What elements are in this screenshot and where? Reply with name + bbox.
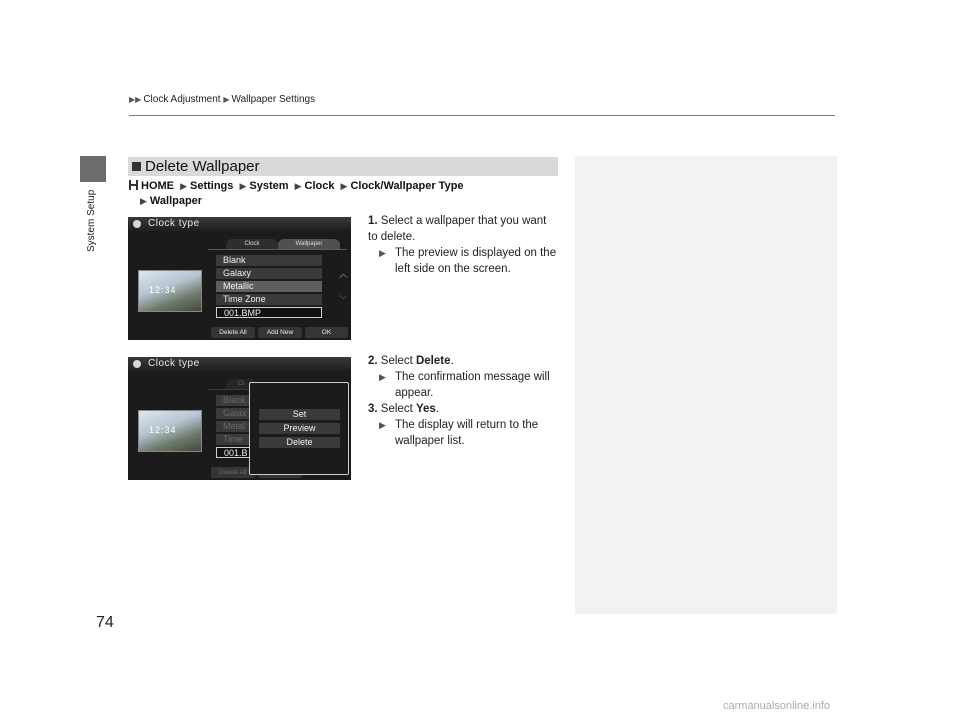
screen-header [128, 357, 351, 371]
navigation-path: HOME ▶ Settings ▶ System ▶ Clock ▶ Clock/Wallpaper Type [129, 180, 464, 192]
wallpaper-preview: 12:34 [138, 410, 202, 452]
screen-title: Clock type [148, 218, 200, 229]
section-heading [128, 157, 558, 176]
step-1: 1. Select a wallpaper that you want to delete. ▶ The preview is displayed on the left side on the screen. [368, 215, 557, 275]
section-title: Delete Wallpaper [145, 158, 260, 175]
screen-header [128, 217, 351, 231]
tab-clock[interactable]: Clock [226, 239, 278, 249]
options-popup [249, 382, 349, 475]
arrow-icon: ▶ [239, 181, 247, 191]
arrow-icon: ▶ [379, 248, 386, 258]
list-item-file[interactable]: 001.B [216, 447, 322, 458]
list-item[interactable]: Blank [216, 395, 322, 406]
arrow-icon: ▶ [140, 196, 147, 206]
list-item[interactable]: Time [216, 434, 322, 445]
add-new-button[interactable]: Add New [258, 327, 302, 338]
arrow-icon: ▶ [340, 181, 348, 191]
preview-button[interactable]: Preview [259, 423, 340, 434]
breadcrumb-item: Clock Adjustment [143, 94, 221, 105]
page-number: 74 [96, 614, 114, 631]
chapter-side-label: System Setup [86, 189, 97, 252]
list-item-selected[interactable]: Metallic [216, 281, 322, 292]
watermark: carmanualsonline.info [723, 700, 831, 712]
square-bullet-icon [132, 162, 141, 171]
list-item[interactable]: Metal [216, 421, 322, 432]
list-item-file[interactable]: 001.BMP [216, 307, 322, 318]
arrow-icon: ▶ [379, 372, 386, 382]
back-dot-icon [133, 220, 141, 228]
list-item[interactable]: Blank [216, 255, 322, 266]
wallpaper-preview: 12:34 [138, 270, 202, 312]
tab-underline [208, 249, 347, 250]
set-button[interactable]: Set [259, 409, 340, 420]
ok-button[interactable]: OK [305, 327, 348, 338]
list-item[interactable]: Time Zone [216, 294, 322, 305]
back-dot-icon [133, 360, 141, 368]
screen-title: Clock type [148, 358, 200, 369]
scroll-down-icon[interactable]: ﹀ [339, 295, 349, 305]
step-2: 2. Select Delete. ▶ The confirmation message will appear. [368, 355, 550, 399]
tab-clock[interactable]: Cl [226, 379, 256, 389]
delete-all-button[interactable]: Delete All [211, 467, 255, 478]
step-3: 3. Select Yes. ▶ The display will return to the wallpaper list. [368, 403, 539, 447]
arrow-icon: ▶ [379, 420, 386, 430]
tab-wallpaper[interactable]: Wallpaper [278, 239, 340, 249]
delete-all-button[interactable]: Delete All [211, 327, 255, 338]
list-item[interactable]: Galax [216, 408, 322, 419]
navigation-path-continued: ▶ Wallpaper [140, 195, 203, 207]
home-h-icon [129, 180, 138, 190]
arrow-icon: ▶ [223, 95, 230, 104]
arrow-icon: ▶ [180, 181, 187, 191]
delete-button[interactable]: Delete [259, 437, 340, 448]
list-item[interactable]: Galaxy [216, 268, 322, 279]
double-arrow-icon: ▶▶ [129, 95, 142, 104]
scroll-up-icon[interactable]: ︿ [339, 269, 349, 279]
breadcrumb [129, 94, 315, 105]
chapter-tab-marker [80, 156, 106, 182]
screen-clock-type-options [128, 357, 351, 480]
header-rule [129, 115, 835, 116]
breadcrumb-item: Wallpaper Settings [231, 94, 316, 105]
arrow-icon: ▶ [294, 181, 302, 191]
screen-clock-type-list [128, 217, 351, 340]
notes-panel [575, 156, 837, 614]
